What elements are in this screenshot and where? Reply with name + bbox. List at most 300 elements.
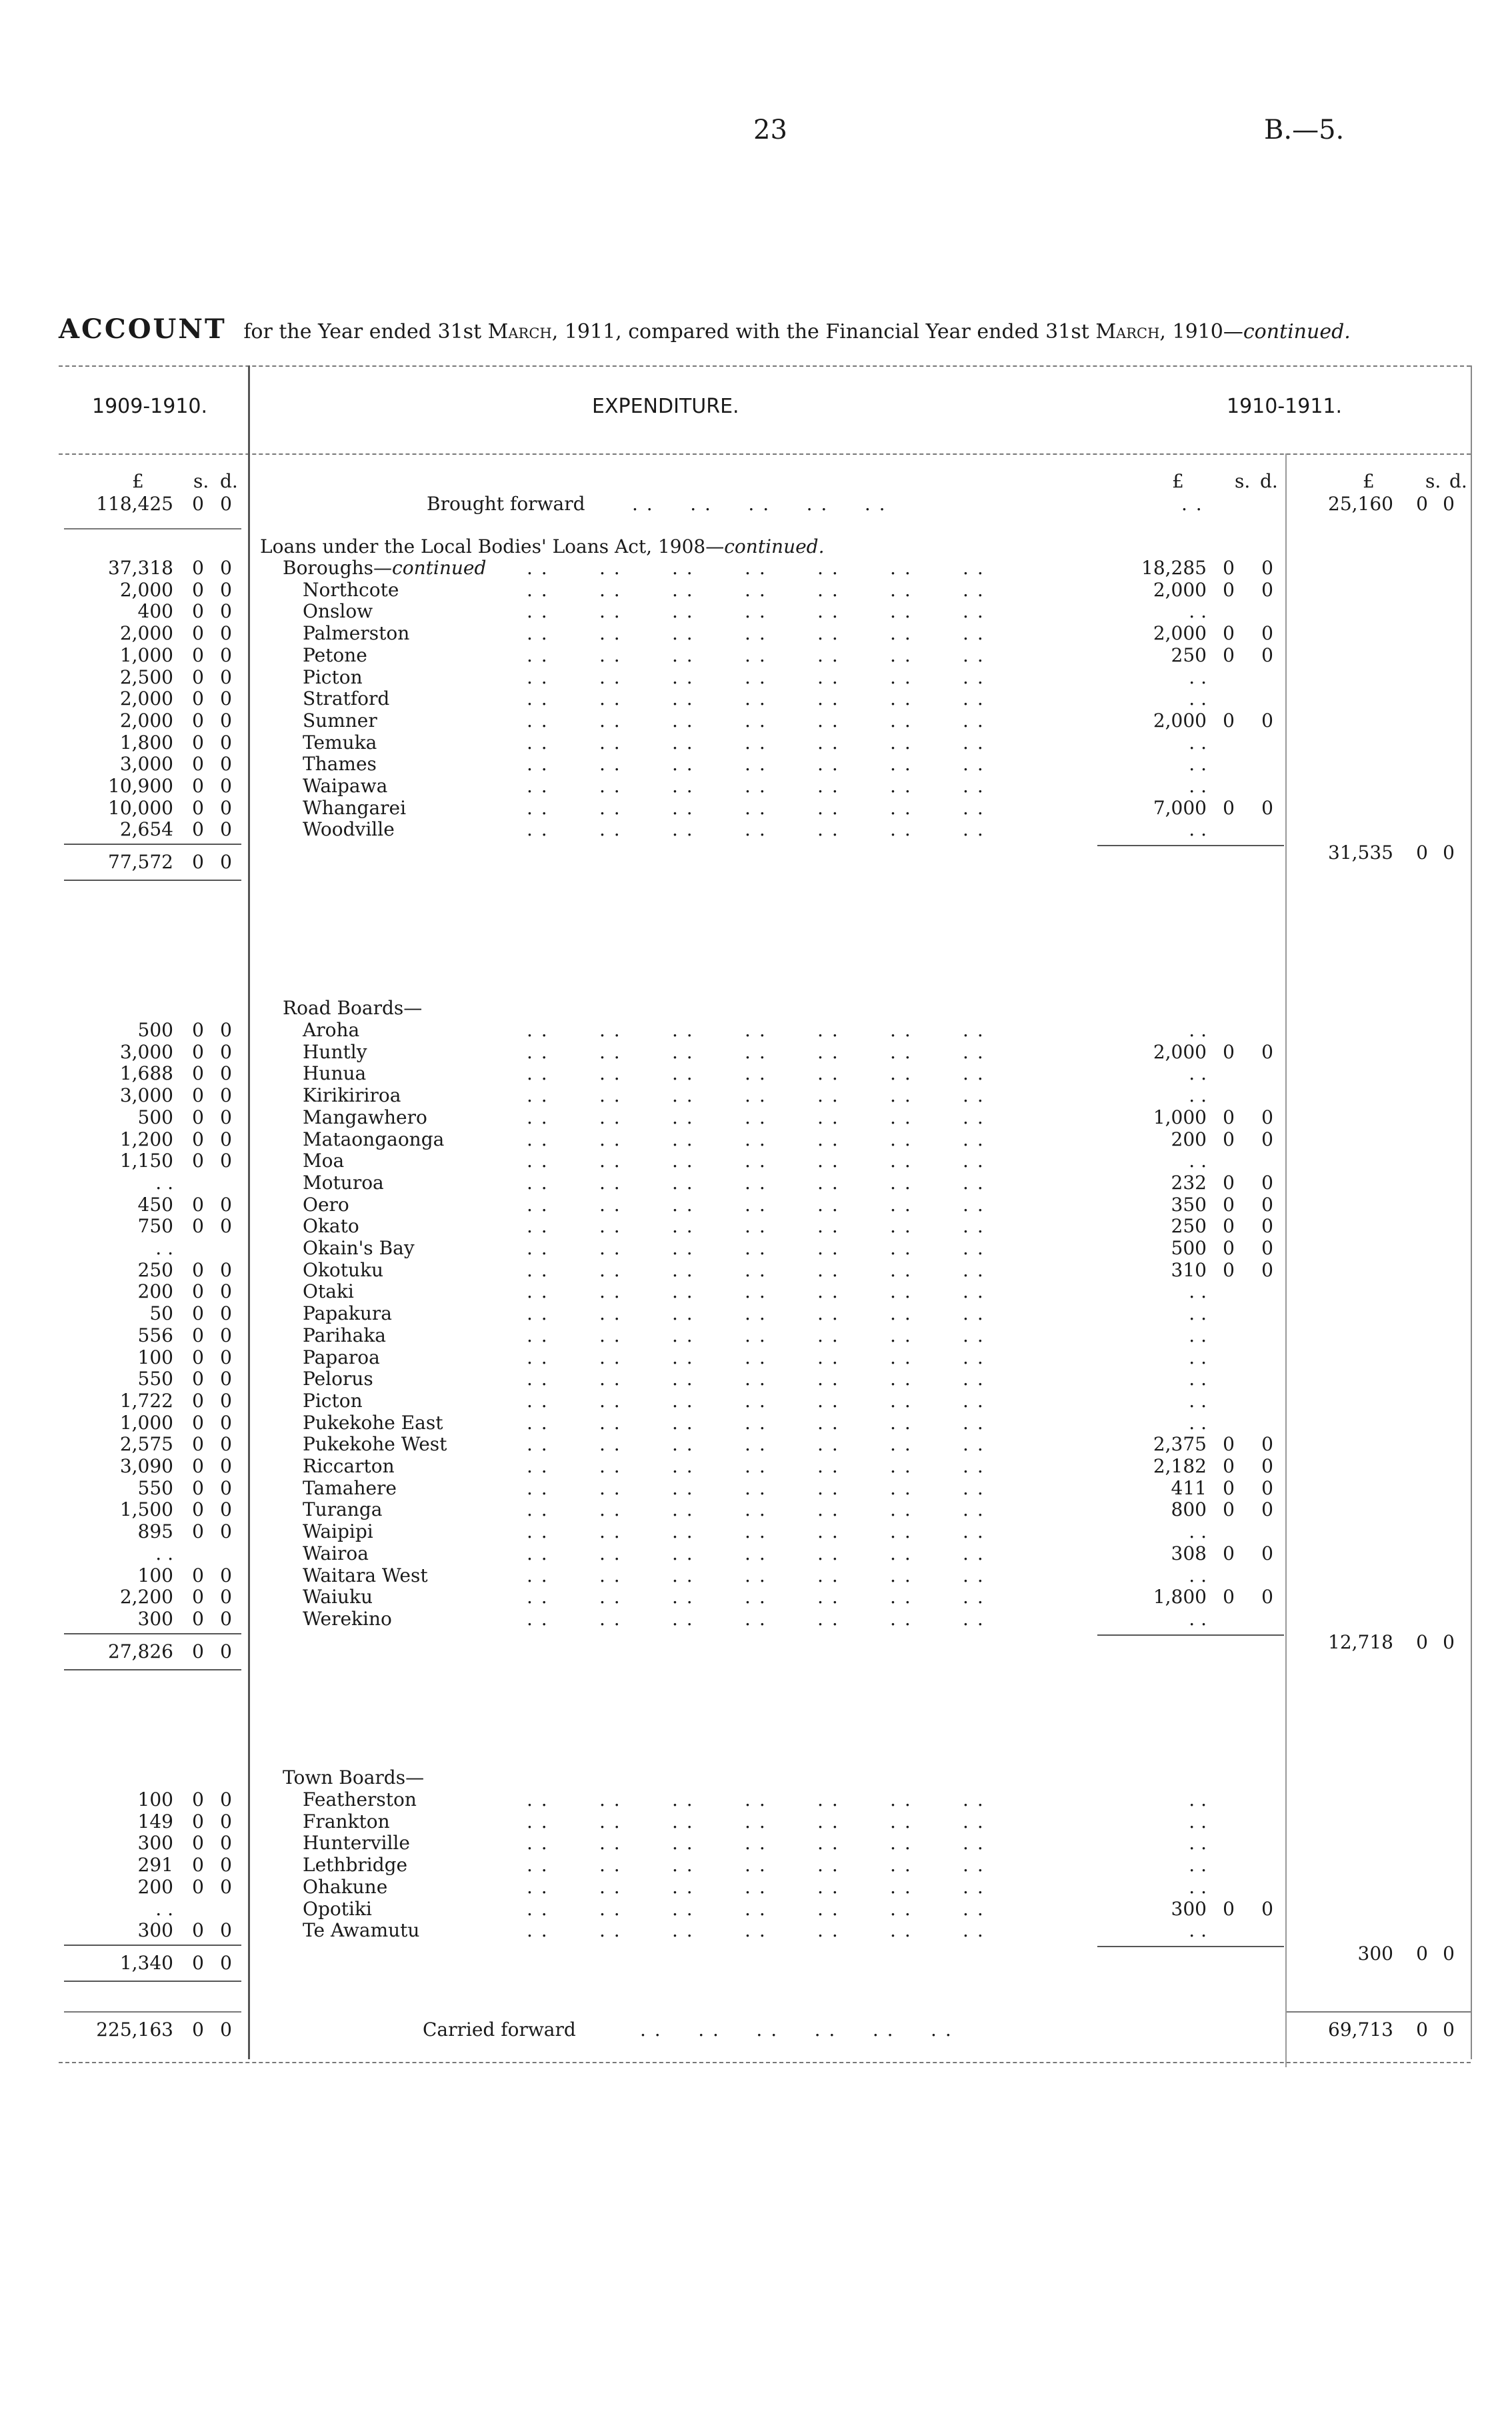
table-row-left-pounds: 2,000 [119, 688, 173, 710]
table-row-left-s: 0 [192, 1324, 204, 1346]
carried-forward-top-rule-left [64, 2011, 241, 2013]
boroughs-heading-italic: continued [392, 557, 487, 579]
table-row-mid-s: 0 [1223, 709, 1235, 732]
table-row-name: Opotiki [303, 1897, 372, 1920]
road_boards-left-subtotal-top-rule [64, 1633, 241, 1634]
table-row-left-d: 0 [220, 1411, 232, 1434]
table-row-left-pounds: 1,000 [119, 644, 173, 666]
left-column-divider [248, 365, 250, 2059]
table-row-left-pounds: 3,000 [119, 1040, 173, 1063]
table-row-mid-pounds: 411 [1171, 1476, 1207, 1499]
table-row-left-d: 0 [220, 1476, 232, 1499]
table-row-name: Ohakune [303, 1875, 388, 1898]
loans-section-heading [260, 536, 825, 557]
table-row-left-pounds: 1,688 [119, 1062, 173, 1085]
table-row-name: Picton [303, 1389, 363, 1412]
table-row-mid-pounds: . . [1189, 688, 1207, 710]
title-march-b: March [1095, 320, 1160, 343]
mid-pound-label: £ [1172, 470, 1184, 492]
town_boards-subtotal-right-pounds: 300 [1357, 1942, 1393, 1965]
table-row-left-pounds: 200 [137, 1280, 173, 1303]
table-row-leader: . . . . . . . . . . . . . . [527, 1368, 985, 1390]
table-row-mid-pounds: . . [1189, 1280, 1207, 1303]
table-row-mid-pounds: . . [1189, 1520, 1207, 1543]
table-row-leader: . . . . . . . . . . . . . . [527, 1193, 985, 1216]
table-row-left-d: 0 [220, 600, 232, 623]
table-row-left-s: 0 [192, 644, 204, 666]
table-row-leader: . . . . . . . . . . . . . . [527, 753, 985, 776]
table-row-mid-pounds: . . [1189, 1062, 1207, 1085]
table-row-mid-s: 0 [1223, 1455, 1235, 1477]
table-row-name: Featherston [303, 1788, 417, 1810]
town_boards-subtotal-right-s: 0 [1416, 1942, 1428, 1965]
right-column-divider [1285, 453, 1287, 2067]
table-row-mid-pounds: . . [1189, 1411, 1207, 1434]
table-row-mid-s: 0 [1223, 1237, 1235, 1259]
table-row-mid-s: 0 [1223, 1106, 1235, 1128]
table-row-name: Riccarton [303, 1455, 395, 1477]
table-row-left-pounds: 556 [137, 1324, 173, 1346]
town_boards-subtotal-left-pounds: 1,340 [119, 1951, 173, 1974]
table-row-leader: . . . . . . . . . . . . . . [527, 1258, 985, 1281]
table-row-name: Frankton [303, 1810, 390, 1833]
table-row-mid-s: 0 [1223, 644, 1235, 666]
table-row-name: Okain's Bay [303, 1237, 415, 1259]
table-row-left-pounds: 149 [137, 1810, 173, 1833]
road_boards-heading [283, 998, 422, 1019]
table-row-left-pounds: 895 [137, 1520, 173, 1543]
table-row-name: Werekino [303, 1607, 392, 1630]
table-row-left-d: 0 [220, 1258, 232, 1281]
table-row-leader: . . . . . . . . . . . . . . [527, 1040, 985, 1063]
table-row-name: Waipawa [303, 775, 388, 797]
table-row-mid-pounds: . . [1189, 1810, 1207, 1833]
table-row-leader: . . . . . . . . . . . . . . [527, 666, 985, 688]
table-row-left-d: 0 [220, 1389, 232, 1412]
prev-year-header: 1909-1910. [92, 395, 208, 418]
boroughs-heading-text: Boroughs— [283, 557, 393, 579]
table-row-left-s: 0 [192, 1520, 204, 1543]
table-row-left-d: 0 [220, 731, 232, 754]
table-row-left-s: 0 [192, 1476, 204, 1499]
table-row-left-s: 0 [192, 1607, 204, 1630]
carried-forward-right-s: 0 [1416, 2019, 1428, 2041]
carried-forward-right-d: 0 [1443, 2019, 1455, 2041]
table-row-mid-d: 0 [1261, 1433, 1273, 1456]
table-row-leader: . . . . . . . . . . . . . . [527, 1324, 985, 1346]
table-row-left-s: 0 [192, 666, 204, 688]
table-row-mid-d: 0 [1261, 709, 1273, 732]
road_boards-left-subtotal-bottom-rule [64, 1669, 241, 1670]
table-row-left-s: 0 [192, 1258, 204, 1281]
table-row-left-d: 0 [220, 1854, 232, 1877]
table-row-left-s: 0 [192, 1084, 204, 1107]
table-row-left-pounds: 2,000 [119, 622, 173, 645]
curr-year-header: 1910-1911. [1227, 395, 1343, 418]
table-row-left-pounds: 400 [137, 600, 173, 623]
table-row-name: Sumner [303, 709, 377, 732]
table-row-leader: . . . . . . . . . . . . . . [527, 1586, 985, 1608]
table-row-mid-s: 0 [1223, 1128, 1235, 1150]
table-row-mid-pounds: . . [1189, 753, 1207, 776]
left-s-label: s. [193, 470, 209, 492]
table-row-name: Onslow [303, 600, 373, 623]
right-s-label: s. [1425, 470, 1441, 492]
right-d-label: d. [1449, 470, 1467, 492]
table-row-leader: . . . . . . . . . . . . . . [527, 1476, 985, 1499]
table-row-mid-s: 0 [1223, 796, 1235, 819]
table-row-mid-pounds: . . [1189, 1346, 1207, 1368]
carried-forward-right-pounds: 69,713 [1328, 2019, 1393, 2041]
table-row-mid-d: 0 [1261, 1476, 1273, 1499]
town_boards-heading-text: Town Boards— [283, 1766, 425, 1788]
town_boards-heading [283, 1767, 424, 1788]
brought-forward-right-s: 0 [1416, 493, 1428, 515]
table-row-left-s: 0 [192, 1106, 204, 1128]
table-row-mid-pounds: 200 [1171, 1128, 1207, 1150]
table-row-name: Te Awamutu [303, 1919, 420, 1942]
table-row-left-pounds: 250 [137, 1258, 173, 1281]
table-row-left-d: 0 [220, 1324, 232, 1346]
table-row-name: Kirikiriroa [303, 1084, 401, 1107]
table-row-name: Lethbridge [303, 1854, 408, 1877]
boroughs-mid-subtotal-rule [1097, 845, 1284, 846]
table-row-mid-pounds: 500 [1171, 1237, 1207, 1259]
road_boards-subtotal-left-s: 0 [192, 1640, 204, 1662]
page-title [59, 313, 1351, 345]
table-row-left-pounds: 300 [137, 1919, 173, 1942]
table-row-mid-pounds: . . [1189, 1854, 1207, 1877]
table-row-left-s: 0 [192, 1832, 204, 1855]
road_boards-subtotal-right-d: 0 [1443, 1630, 1455, 1653]
table-row-mid-pounds: 2,375 [1153, 1433, 1207, 1456]
table-row-leader: . . . . . . . . . . . . . . [527, 731, 985, 754]
table-row-left-d: 0 [220, 1106, 232, 1128]
town_boards-subtotal-right-d: 0 [1443, 1942, 1455, 1965]
table-row-name: Oero [303, 1193, 349, 1216]
town_boards-left-subtotal-bottom-rule [64, 1981, 241, 1982]
boroughs-left-subtotal-bottom-rule [64, 880, 241, 881]
table-row-mid-s: 0 [1223, 1897, 1235, 1920]
table-row-left-s: 0 [192, 600, 204, 623]
table-row-left-d: 0 [220, 1919, 232, 1942]
table-row-left-s: 0 [192, 796, 204, 819]
table-row-mid-d: 0 [1261, 1128, 1273, 1150]
table-row-left-d: 0 [220, 1368, 232, 1390]
table-row-mid-d: 0 [1261, 796, 1273, 819]
table-row-leader: . . . . . . . . . . . . . . [527, 1832, 985, 1855]
table-row-left-d: 0 [220, 644, 232, 666]
table-row-left-d: 0 [220, 666, 232, 688]
table-row-left-d: 0 [220, 775, 232, 797]
table-row-left-s: 0 [192, 1302, 204, 1325]
table-row-mid-d: 0 [1261, 622, 1273, 645]
road_boards-subtotal-right-pounds: 12,718 [1328, 1630, 1393, 1653]
title-text-b: , 1911, compared with the Financial Year ended 31st [551, 320, 1096, 343]
table-row-left-pounds: 500 [137, 1019, 173, 1041]
table-row-mid-d: 0 [1261, 644, 1273, 666]
table-row-left-s: 0 [192, 709, 204, 732]
table-row-left-pounds: 50 [149, 1302, 173, 1325]
table-row-mid-pounds: . . [1189, 666, 1207, 688]
table-row-leader: . . . . . . . . . . . . . . [527, 1106, 985, 1128]
right-pound-label: £ [1363, 470, 1375, 492]
table-row-left-s: 0 [192, 622, 204, 645]
table-row-mid-s: 0 [1223, 1040, 1235, 1063]
table-row-name: Huntly [303, 1040, 367, 1063]
boroughs-subtotal-left-d: 0 [220, 851, 232, 874]
table-row-left-pounds: 3,000 [119, 1084, 173, 1107]
boroughs-subtotal-right-pounds: 31,535 [1328, 842, 1393, 864]
table-row-mid-d: 0 [1261, 1040, 1273, 1063]
left-d-label: d. [220, 470, 238, 492]
table-row-mid-pounds: 300 [1171, 1897, 1207, 1920]
table-row-left-d: 0 [220, 1810, 232, 1833]
boroughs-subtotal-left-s: 0 [192, 851, 204, 874]
table-row-leader: . . . . . . . . . . . . . . [527, 818, 985, 841]
table-row-mid-s: 0 [1223, 622, 1235, 645]
table-row-name: Pukekohe East [303, 1411, 443, 1434]
road_boards-subtotal-right-s: 0 [1416, 1630, 1428, 1653]
table-row-mid-pounds: 1,000 [1153, 1106, 1207, 1128]
table-row-leader: . . . . . . . . . . . . . . [527, 1389, 985, 1412]
table-row-name: Woodville [303, 818, 395, 841]
table-row-mid-pounds: 350 [1171, 1193, 1207, 1216]
page-number: 23 [753, 115, 787, 145]
table-row-name: Parihaka [303, 1324, 387, 1346]
page-reference: B.—5. [1264, 115, 1345, 145]
table-row-left-pounds: 10,000 [108, 796, 173, 819]
table-row-leader: . . . . . . . . . . . . . . [527, 1788, 985, 1810]
table-top-rule [59, 365, 1471, 367]
table-row-name: Otaki [303, 1280, 354, 1303]
title-continued: continued. [1243, 320, 1351, 343]
table-row-mid-d: 0 [1261, 1258, 1273, 1281]
table-row-name: Wairoa [303, 1542, 369, 1564]
table-row-leader: . . . . . . . . . . . . . . [527, 1302, 985, 1325]
table-row-left-s: 0 [192, 1919, 204, 1942]
table-row-left-s: 0 [192, 1564, 204, 1586]
table-row-left-pounds: 500 [137, 1106, 173, 1128]
table-row-left-pounds: 300 [137, 1832, 173, 1855]
table-row-mid-pounds: . . [1189, 1788, 1207, 1810]
table-row-name: Picton [303, 666, 363, 688]
table-row-left-pounds: 10,900 [108, 775, 173, 797]
road_boards-heading-text: Road Boards— [283, 997, 423, 1019]
table-row-left-s: 0 [192, 818, 204, 841]
table-row-mid-d: 0 [1261, 1237, 1273, 1259]
table-row-name: Tamahere [303, 1476, 397, 1499]
table-row-left-pounds: 1,500 [119, 1498, 173, 1521]
table-row-left-pounds: 100 [137, 1346, 173, 1368]
title-text-c: , 1910— [1159, 320, 1243, 343]
table-row-mid-s: 0 [1223, 1476, 1235, 1499]
table-row-left-pounds: 1,000 [119, 1411, 173, 1434]
title-march-a: March [487, 320, 552, 343]
table-row-left-d: 0 [220, 1346, 232, 1368]
table-row-left-s: 0 [192, 1128, 204, 1150]
table-row-mid-pounds: 1,800 [1153, 1586, 1207, 1608]
section-header: EXPENDITURE. [592, 395, 739, 418]
table-row-leader: . . . . . . . . . . . . . . [527, 1564, 985, 1586]
table-row-mid-pounds: . . [1189, 1389, 1207, 1412]
table-row-mid-s: 0 [1223, 578, 1235, 601]
table-row-left-pounds: 37,318 [108, 557, 173, 579]
table-row-left-pounds: 3,000 [119, 753, 173, 776]
table-row-mid-pounds: 18,285 [1141, 557, 1207, 579]
table-row-mid-pounds: . . [1189, 1919, 1207, 1942]
table-row-left-s: 0 [192, 1019, 204, 1041]
table-row-left-s: 0 [192, 1215, 204, 1238]
carried-forward-label: Carried forward [423, 2019, 576, 2041]
table-row-left-d: 0 [220, 1433, 232, 1456]
table-row-left-s: 0 [192, 1062, 204, 1085]
table-row-name: Paparoa [303, 1346, 380, 1368]
table-row-left-s: 0 [192, 557, 204, 579]
table-row-left-d: 0 [220, 1040, 232, 1063]
brought-forward-left-d: 0 [220, 493, 232, 515]
table-row-left-pounds: 750 [137, 1215, 173, 1238]
table-row-leader: . . . . . . . . . . . . . . [527, 622, 985, 645]
table-row-leader: . . . . . . . . . . . . . . [527, 1897, 985, 1920]
table-row-mid-s: 0 [1223, 557, 1235, 579]
boroughs-subtotal-right-s: 0 [1416, 842, 1428, 864]
title-lead: ACCOUNT [59, 313, 227, 345]
table-row-mid-d: 0 [1261, 1455, 1273, 1477]
table-row-left-d: 0 [220, 1302, 232, 1325]
table-row-mid-pounds: . . [1189, 1607, 1207, 1630]
table-row-left-d: 0 [220, 1832, 232, 1855]
table-row-leader: . . . . . . . . . . . . . . [527, 1411, 985, 1434]
table-row-name: Thames [303, 753, 377, 776]
table-row-left-pounds: 200 [137, 1875, 173, 1898]
table-row-mid-d: 0 [1261, 578, 1273, 601]
table-row-left-d: 0 [220, 1215, 232, 1238]
road_boards-subtotal-left-d: 0 [220, 1640, 232, 1662]
table-row-left-s: 0 [192, 1280, 204, 1303]
table-row-mid-pounds: 250 [1171, 644, 1207, 666]
brought-forward-right-pounds: 25,160 [1328, 493, 1393, 515]
table-row-left-pounds: 2,654 [119, 818, 173, 841]
carried-forward-top-rule-right [1287, 2011, 1471, 2013]
table-row-leader: . . . . . . . . . . . . . . [527, 644, 985, 666]
town_boards-mid-subtotal-rule [1097, 1946, 1284, 1947]
table-row-left-d: 0 [220, 1498, 232, 1521]
table-row-left-pounds: 2,500 [119, 666, 173, 688]
mid-d-label: d. [1260, 470, 1278, 492]
table-row-left-s: 0 [192, 1854, 204, 1877]
table-row-left-s: 0 [192, 753, 204, 776]
brought-forward-mid-leader: . . [1181, 493, 1203, 515]
table-row-name: Turanga [303, 1498, 383, 1521]
table-row-mid-pounds: 232 [1171, 1171, 1207, 1194]
table-row-leader: . . . . . . . . . . . . . . [527, 1150, 985, 1172]
table-row-left-pounds: 2,000 [119, 578, 173, 601]
town_boards-left-subtotal-top-rule [64, 1945, 241, 1946]
table-row-leader: . . . . . . . . . . . . . . [527, 600, 985, 623]
loans-heading-text: Loans under the Local Bodies' Loans Act, 1908— [260, 535, 725, 557]
table-row-leader: . . . . . . . . . . . . . . [527, 1520, 985, 1543]
table-row-leader: . . . . . . . . . . . . . . [527, 557, 985, 579]
table-row-name: Moa [303, 1150, 345, 1172]
table-row-mid-d: 0 [1261, 1498, 1273, 1521]
table-row-left-d: 0 [220, 1193, 232, 1216]
table-row-mid-d: 0 [1261, 1542, 1273, 1564]
table-row-name: Hunterville [303, 1832, 410, 1855]
table-row-left-pounds: 1,722 [119, 1389, 173, 1412]
table-row-left-pounds: 2,200 [119, 1586, 173, 1608]
road_boards-subtotal-left-pounds: 27,826 [108, 1640, 173, 1662]
table-row-mid-s: 0 [1223, 1586, 1235, 1608]
table-row-mid-pounds: . . [1189, 818, 1207, 841]
table-row-leader: . . . . . . . . . . . . . . [527, 1215, 985, 1238]
table-row-name: Waitara West [303, 1564, 428, 1586]
table-row-left-pounds: 100 [137, 1564, 173, 1586]
table-row-leader: . . . . . . . . . . . . . . [527, 1919, 985, 1942]
boroughs-left-subtotal-top-rule [64, 844, 241, 845]
table-row-name: Northcote [303, 578, 399, 601]
table-row-mid-d: 0 [1261, 557, 1273, 579]
table-row-left-s: 0 [192, 1346, 204, 1368]
table-row-left-s: 0 [192, 1389, 204, 1412]
table-row-name: Petone [303, 644, 367, 666]
table-row-mid-pounds: . . [1189, 1832, 1207, 1855]
table-row-mid-pounds: 2,000 [1153, 1040, 1207, 1063]
loans-heading-continued: continued. [724, 535, 825, 557]
table-row-leader: . . . . . . . . . . . . . . [527, 578, 985, 601]
table-row-leader: . . . . . . . . . . . . . . [527, 1128, 985, 1150]
table-row-name: Mangawhero [303, 1106, 427, 1128]
table-row-name: Aroha [303, 1019, 360, 1041]
table-row-left-pounds: 1,150 [119, 1150, 173, 1172]
table-row-left-pounds: 291 [137, 1854, 173, 1877]
table-row-leader: . . . . . . . . . . . . . . [527, 1810, 985, 1833]
carried-forward-left-s: 0 [192, 2019, 204, 2041]
table-row-left-pounds: 100 [137, 1788, 173, 1810]
table-row-name: Temuka [303, 731, 377, 754]
table-row-mid-pounds: . . [1189, 1150, 1207, 1172]
table-row-left-s: 0 [192, 1150, 204, 1172]
table-row-left-d: 0 [220, 1564, 232, 1586]
mid-s-label: s. [1235, 470, 1251, 492]
title-text-a: for the Year ended 31st [243, 320, 488, 343]
table-row-left-s: 0 [192, 1455, 204, 1477]
table-row-mid-s: 0 [1223, 1498, 1235, 1521]
table-row-mid-pounds: . . [1189, 600, 1207, 623]
table-row-left-s: 0 [192, 1810, 204, 1833]
table-row-left-pounds: 2,000 [119, 709, 173, 732]
brought-forward-left-s: 0 [192, 493, 204, 515]
table-row-leader: . . . . . . . . . . . . . . [527, 1854, 985, 1877]
table-row-left-d: 0 [220, 688, 232, 710]
table-row-mid-pounds: 800 [1171, 1498, 1207, 1521]
table-row-left-d: 0 [220, 1062, 232, 1085]
table-row-name: Waiuku [303, 1586, 373, 1608]
table-row-mid-d: 0 [1261, 1193, 1273, 1216]
table-row-leader: . . . . . . . . . . . . . . [527, 1607, 985, 1630]
table-row-mid-s: 0 [1223, 1215, 1235, 1238]
table-row-left-pounds: 3,090 [119, 1455, 173, 1477]
table-row-left-s: 0 [192, 1875, 204, 1898]
table-row-left-s: 0 [192, 578, 204, 601]
table-row-name: Waipipi [303, 1520, 373, 1543]
table-row-leader: . . . . . . . . . . . . . . [527, 1346, 985, 1368]
table-row-left-pounds: 1,800 [119, 731, 173, 754]
table-row-mid-pounds: . . [1189, 1324, 1207, 1346]
table-row-leader: . . . . . . . . . . . . . . [527, 1498, 985, 1521]
boroughs-subtotal-right-d: 0 [1443, 842, 1455, 864]
table-row-leader: . . . . . . . . . . . . . . [527, 1062, 985, 1085]
